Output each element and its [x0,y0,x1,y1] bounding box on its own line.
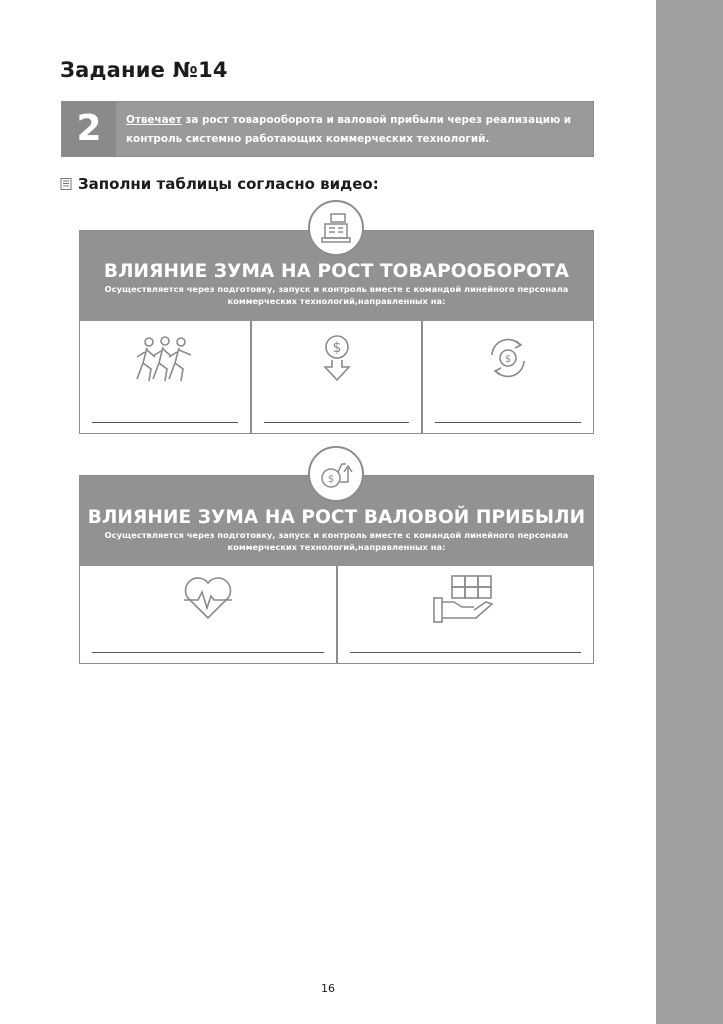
definition-line1: за рост товарооборота и валовой прибыли через реализацию и [181,114,572,126]
table-badge [308,200,364,256]
table-subtitle: Осуществляется через подготовку, запуск и контроль вместе с командой линейного персонала [104,530,569,540]
document-icon [60,178,72,190]
table-badge [308,446,364,502]
table-cells [80,566,593,663]
answer-cell[interactable] [336,566,594,663]
table-subtitle-2: коммерческих технологий,направленных на: [227,296,446,306]
answer-line [264,422,410,423]
table-title: ВЛИЯНИЕ ЗУМА НА РОСТ ТОВАРООБОРОТА [103,261,570,282]
heart-pulse-icon [180,574,236,622]
svg-text:$: $ [504,354,512,365]
coin-growth-icon [318,456,354,492]
definition-line2: контроль системно работающих коммерческих технологий. [126,133,490,145]
dollar-down-arrow-icon [317,333,357,383]
table-subtitle-2: коммерческих технологий,направленных на: [227,542,446,552]
running-people-icon [133,335,197,385]
answer-cell[interactable] [421,321,593,433]
svg-text:$: $ [332,340,341,356]
answer-line [435,422,581,423]
answer-line [92,652,324,653]
definition-number: 2 [62,102,116,156]
answer-cell[interactable] [80,321,250,433]
side-margin-band [656,0,723,1024]
answer-cell[interactable] [80,566,336,663]
definition-box [61,101,594,157]
hand-boxes-icon [432,574,498,626]
instruction [60,175,379,193]
dollar-cycle-icon [484,333,532,383]
table-title: ВЛИЯНИЕ ЗУМА НА РОСТ ВАЛОВОЙ ПРИБЫЛИ [87,507,586,528]
answer-line [350,652,582,653]
table-turnover [79,230,594,434]
table-gross-profit [79,475,594,664]
page-number: 16 [321,982,335,995]
cash-register-icon [318,210,354,246]
answer-line [92,422,238,423]
instruction-text: Заполни таблицы согласно видео: [78,175,379,193]
definition-lead-word: Отвечает [126,114,182,126]
definition-text [126,111,586,149]
task-title: Задание №14 [60,58,228,82]
table-subtitle: Осуществляется через подготовку, запуск и контроль вместе с командой линейного персонала [104,284,569,294]
svg-text:$: $ [327,474,335,485]
table-cells [80,321,593,433]
answer-cell[interactable] [250,321,422,433]
